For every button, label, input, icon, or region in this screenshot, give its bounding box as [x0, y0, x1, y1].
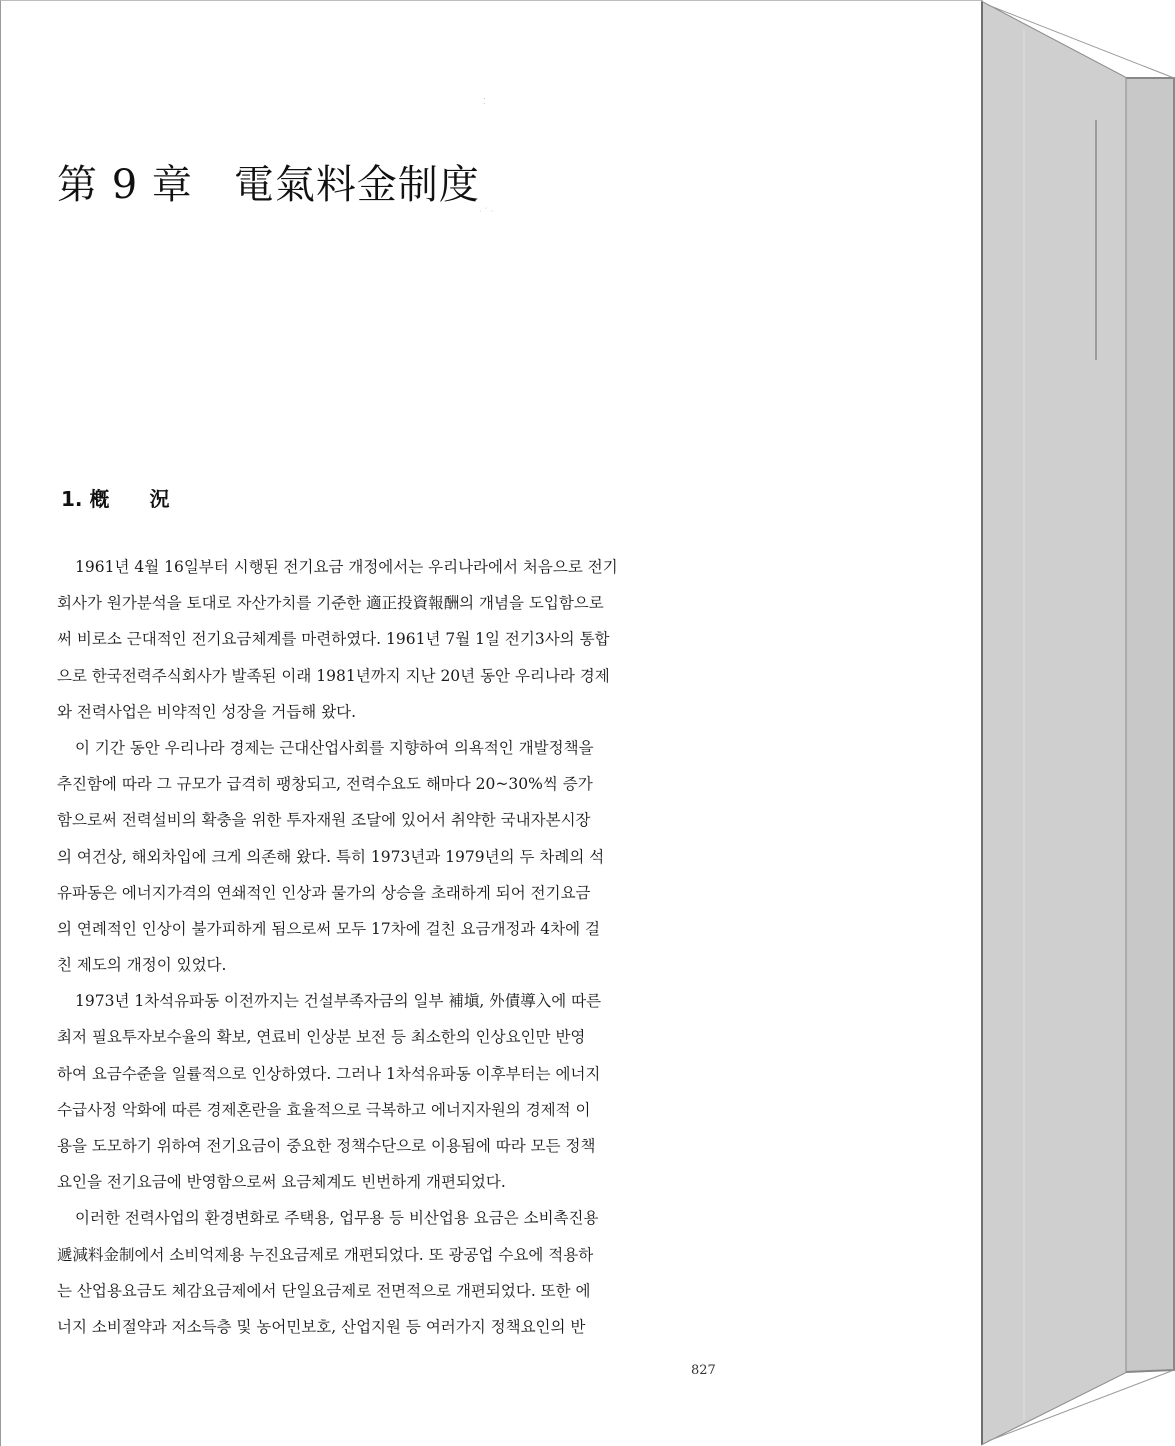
- text-line: 1973년 1차석유파동 이전까지는 건설부족자금의 일부 補塡, 外債導入에 따른: [75, 992, 602, 1011]
- chapter-title: 第 9 章 電氣料金制度: [57, 162, 480, 208]
- text-line: 회사가 원가분석을 토대로 자산가치를 기준한 適正投資報酬의 개념을 도입함으로: [57, 594, 604, 613]
- text-line: 친 제도의 개정이 있었다.: [57, 956, 227, 975]
- text-line: 최저 필요투자보수율의 확보, 연료비 인상분 보전 등 최소한의 인상요인만 반영: [57, 1028, 586, 1047]
- text-line: 수급사정 악화에 따른 경제혼란을 효율적으로 극복하고 에너지자원의 경제적 이: [57, 1100, 591, 1119]
- text-line: 하여 요금수준을 일률적으로 인상하였다. 그러나 1차석유파동 이후부터는 에너지: [57, 1064, 601, 1083]
- text-line: 遞減料金制에서 소비억제용 누진요금제로 개편되었다. 또 광공업 수요에 적용하: [57, 1245, 594, 1264]
- text-line: 이러한 전력사업의 환경변화로 주택용, 업무용 등 비산업용 요금은 소비촉진용: [75, 1209, 599, 1228]
- text-line: 의 연례적인 인상이 불가피하게 됨으로써 모두 17차에 걸친 요금개정과 4차에 걸: [57, 919, 601, 938]
- text-line: 으로 한국전력주식회사가 발족된 이래 1981년까지 지난 20년 동안 우리나라 경제: [57, 666, 610, 685]
- section-heading: 1. 槪 況: [61, 487, 170, 511]
- text-line: 함으로써 전력설비의 확충을 위한 투자재원 조달에 있어서 취약한 국내자본시장: [57, 811, 591, 830]
- text-line: 추진함에 따라 그 규모가 급격히 팽창되고, 전력수요도 해마다 20~30%씩 증가: [57, 775, 593, 794]
- text-line: 너지 소비절약과 저소득층 및 농어민보호, 산업지원 등 여러가지 정책요인의 반: [57, 1317, 586, 1336]
- text-line: 요인을 전기요금에 반영함으로써 요금체계도 빈번하게 개편되었다.: [57, 1173, 506, 1192]
- body-text: [57, 549, 721, 1345]
- text-line: 와 전력사업은 비약적인 성장을 거듭해 왔다.: [57, 702, 357, 721]
- text-line: 는 산업용요금도 체감요금제에서 단일요금제로 전면적으로 개편되었다. 또한 에: [57, 1281, 591, 1300]
- text-line: 의 여건상, 해외차입에 크게 의존해 왔다. 특히 1973년과 1979년의 두 차례의 석: [57, 847, 605, 866]
- scan-speck: ⁚: [483, 97, 486, 106]
- scan-speck: · ˙ ·: [479, 207, 494, 216]
- page-number: 827: [691, 1363, 716, 1378]
- text-line: 1961년 4월 16일부터 시행된 전기요금 개정에서는 우리나라에서 처음으로 전기: [75, 558, 618, 576]
- text-line: 써 비로소 근대적인 전기요금체계를 마련하였다. 1961년 7월 1일 전기3사의 통합: [57, 630, 610, 649]
- text-line: 유파동은 에너지가격의 연쇄적인 인상과 물가의 상승을 초래하게 되어 전기요금: [57, 883, 591, 902]
- book-page-edges: [976, 0, 1175, 1446]
- text-line: 용을 도모하기 위하여 전기요금이 중요한 정책수단으로 이용됨에 따라 모든 정책: [57, 1137, 596, 1155]
- text-line: 이 기간 동안 우리나라 경제는 근대산업사회를 지향하여 의욕적인 개발정책을: [75, 738, 594, 757]
